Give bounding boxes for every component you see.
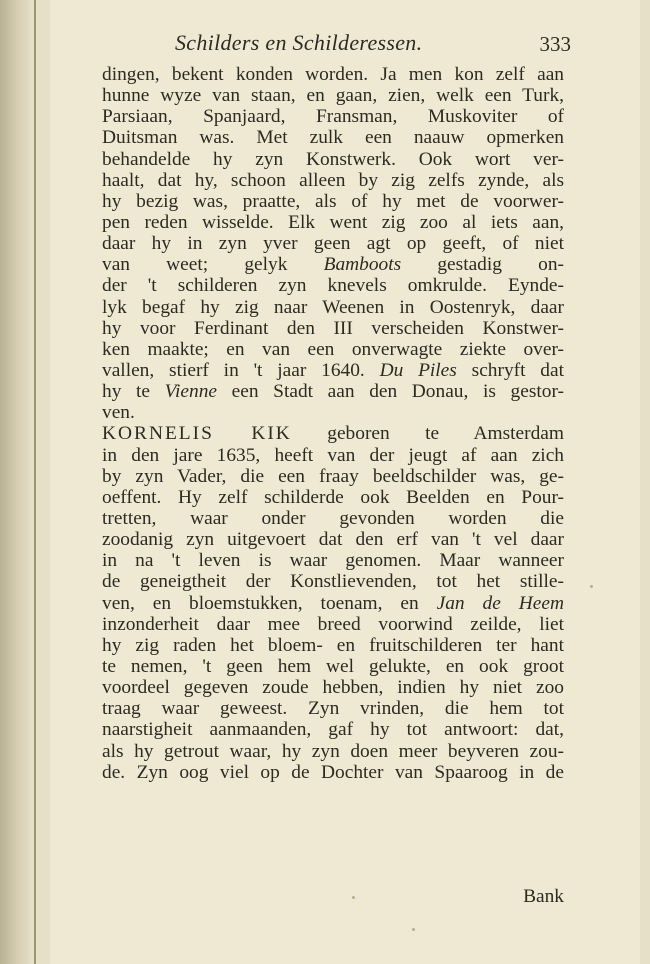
- paper-speck: [412, 928, 415, 931]
- text-line: [102, 466, 564, 487]
- text-run: de geneigtheit der Konstlievenden, tot het stille-: [102, 571, 564, 593]
- text-run: hunne wyze van staan, en gaan, zien, welk een Turk,: [102, 85, 564, 107]
- text-line: [102, 127, 564, 148]
- text-line: [102, 191, 564, 212]
- text-run: der 't schilderen zyn knevels omkrulde. Eynde-: [102, 275, 564, 297]
- text-run: geboren te Amsterdam: [291, 423, 564, 445]
- text-run: hy voor Ferdinant den III verscheiden Konstwer-: [102, 317, 564, 339]
- text-run: naarstigheit aanmaanden, gaf hy tot antwoort: dat,: [102, 719, 564, 741]
- text-run: traag waar geweest. Zyn vrinden, die hem tot: [102, 698, 564, 720]
- text-run: tretten, waar onder gevonden worden die: [102, 507, 564, 529]
- text-line: [102, 381, 564, 402]
- text-run: Duitsman was. Met zulk een naauw opmerken: [102, 127, 564, 149]
- text-line: [102, 677, 564, 698]
- text-run: lyk begaf hy zig naar Weenen in Oostenryk, daar: [102, 296, 564, 318]
- text-run: daar hy in zyn yver geen agt op geeft, of niet: [102, 233, 564, 255]
- text-line: [102, 741, 564, 762]
- text-line: [102, 762, 564, 783]
- text-run: van weet; gelyk: [102, 254, 324, 276]
- text-run: by zyn Vader, die een fraay beeldschilder was, ge-: [102, 465, 564, 487]
- text-line: [102, 445, 564, 466]
- running-title: Schilders en Schilderessen.: [175, 30, 423, 55]
- text-line: [102, 656, 564, 677]
- text-line: [102, 423, 564, 444]
- text-line: [102, 635, 564, 656]
- text-line: [102, 593, 564, 614]
- text-run: de. Zyn oog viel op de Dochter van Spaaroog in de: [102, 761, 564, 783]
- text-run: hy zig raden het bloem- en fruitschilderen ter hant: [102, 634, 564, 656]
- text-run: oeffent. Hy zelf schilderde ook Beelden en Pour-: [102, 486, 564, 508]
- text-line: [102, 550, 564, 571]
- italic-name: Jan de Heem: [436, 592, 564, 614]
- italic-name: Vienne: [164, 381, 218, 403]
- gutter-shadow-line: [34, 0, 36, 964]
- italic-name: Du Piles: [379, 359, 457, 381]
- catchword: Bank: [523, 886, 564, 907]
- text-run: ven.: [102, 402, 135, 424]
- text-line: [102, 212, 564, 233]
- text-run: haalt, dat hy, schoon alleen by zig zelfs zynde, als: [102, 169, 564, 191]
- text-run: te nemen, 't geen hem wel gelukte, en ook groot: [102, 655, 564, 677]
- text-run: schryft dat: [456, 359, 564, 381]
- text-run: ven, en bloemstukken, toenam, en: [102, 592, 437, 614]
- text-run: in na 't leven is waar genomen. Maar wanneer: [102, 550, 564, 572]
- text-line: [102, 106, 564, 127]
- text-line: [102, 254, 564, 275]
- text-line: [102, 233, 564, 254]
- text-line: [102, 85, 564, 106]
- text-run: ken maakte; en van een onverwagte ziekte over-: [102, 338, 564, 360]
- book-gutter: [0, 0, 30, 964]
- paper-speck: [590, 585, 593, 588]
- text-run: behandelde hy zyn Konstwerk. Ook wort ver-: [102, 148, 564, 170]
- text-line: [102, 360, 564, 381]
- text-run: inzonderheit daar mee breed voorwind zeilde, liet: [102, 613, 564, 635]
- text-run: in den jare 1635, heeft van der jeugt af aan zich: [102, 444, 564, 466]
- small-caps-name: KORNELIS KIK: [102, 423, 292, 445]
- text-line: [102, 529, 564, 550]
- text-run: pen reden wisselde. Elk went zig zoo al iets aan,: [102, 211, 564, 233]
- text-line: [102, 698, 564, 719]
- text-line: [102, 64, 564, 85]
- text-line: [102, 614, 564, 635]
- text-line: [102, 508, 564, 529]
- text-line: [102, 719, 564, 740]
- text-line: [102, 571, 564, 592]
- text-line: [102, 487, 564, 508]
- text-run: gestadig on-: [401, 254, 564, 276]
- italic-name: Bamboots: [323, 254, 402, 276]
- text-line: [102, 339, 564, 360]
- text-run: dingen, bekent konden worden. Ja men kon zelf aan: [102, 64, 564, 85]
- text-run: hy bezig was, praatte, als of hy met de voorwer-: [102, 190, 564, 212]
- text-run: zoodanig zyn uitgevoert dat den erf van 't vel daar: [102, 529, 564, 551]
- text-run: een Stadt aan den Donau, is gestor-: [217, 381, 564, 403]
- page-header: [103, 28, 573, 62]
- text-line: [102, 170, 564, 191]
- text-run: voordeel gegeven zoude hebben, indien hy niet zoo: [102, 677, 564, 699]
- text-line: [102, 318, 564, 339]
- text-line: [102, 149, 564, 170]
- text-line: [102, 297, 564, 318]
- text-run: Parsiaan, Spanjaard, Fransman, Muskoviter of: [102, 106, 564, 128]
- page-number: 333: [539, 32, 571, 56]
- text-line: [102, 402, 564, 423]
- text-run: vallen, stierf in 't jaar 1640.: [102, 359, 380, 381]
- text-line: [102, 275, 564, 296]
- text-run: als hy getrout waar, hy zyn doen meer beyveren zou-: [102, 740, 564, 762]
- text-run: hy te: [102, 381, 165, 403]
- paper-speck: [352, 896, 355, 899]
- body-text: [102, 64, 564, 783]
